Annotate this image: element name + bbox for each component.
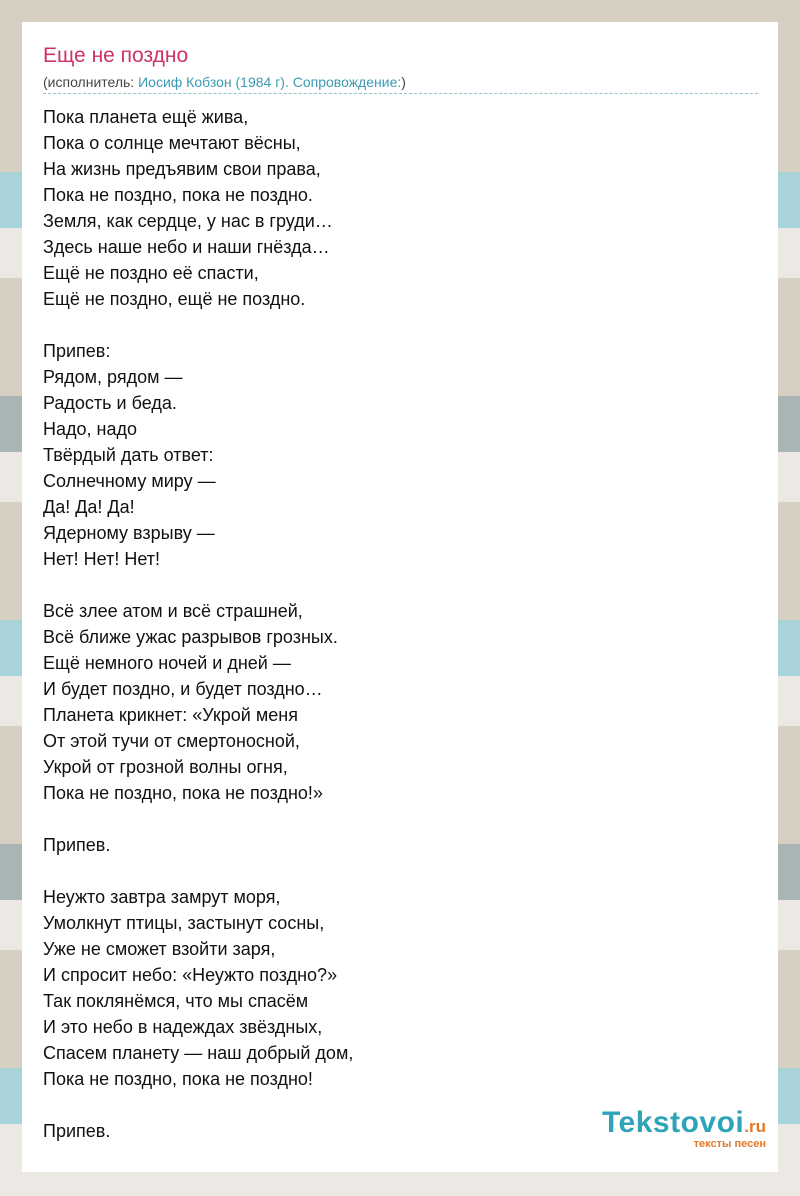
lyric-line: Пока о солнце мечтают вёсны, — [43, 133, 301, 153]
lyric-line: Ещё немного ночей и дней — — [43, 653, 291, 673]
lyric-line: Радость и беда. — [43, 393, 177, 413]
lyric-line: Всё злее атом и всё страшней, — [43, 601, 303, 621]
title-divider — [43, 93, 758, 94]
lyrics-text — [43, 104, 353, 1144]
song-credits — [43, 74, 406, 90]
lyric-line — [43, 806, 353, 832]
credits-suffix: ) — [401, 74, 406, 90]
logo-tagline: тексты песен — [693, 1138, 766, 1150]
lyric-line: Да! Да! Да! — [43, 497, 135, 517]
lyric-line — [43, 858, 353, 884]
logo-name: Tekstovoi — [601, 1106, 745, 1139]
lyric-line: Пока планета ещё жива, — [43, 107, 249, 127]
lyric-line: Нет! Нет! Нет! — [43, 549, 160, 569]
credits-prefix: (исполнитель: — [43, 74, 139, 90]
lyric-line: Припев. — [43, 835, 111, 855]
lyric-line: И будет поздно, и будет поздно… — [43, 679, 323, 699]
lyric-line: Ядерному взрыву — — [43, 523, 215, 543]
lyric-line — [43, 572, 353, 598]
lyric-line — [43, 312, 353, 338]
lyric-line: Рядом, рядом — — [43, 367, 183, 387]
logo-tld: .ru — [744, 1117, 766, 1136]
lyric-line: Ещё не поздно её спасти, — [43, 263, 259, 283]
lyric-line: Припев: — [43, 341, 111, 361]
lyric-line: Надо, надо — [43, 419, 137, 439]
song-title: Еще не поздно — [43, 44, 189, 67]
lyric-line: От этой тучи от смертоносной, — [43, 731, 300, 751]
lyric-line: Так поклянёмся, что мы спасём — [43, 991, 309, 1011]
site-logo[interactable] — [601, 1106, 766, 1150]
lyric-line: Пока не поздно, пока не поздно! — [43, 1069, 313, 1089]
lyric-line: Солнечному миру — — [43, 471, 216, 491]
lyric-line: Твёрдый дать ответ: — [43, 445, 214, 465]
lyrics-card — [22, 22, 778, 1172]
lyric-line: Пока не поздно, пока не поздно. — [43, 185, 313, 205]
lyric-line: Укрой от грозной волны огня, — [43, 757, 288, 777]
lyric-line: Планета крикнет: «Укрой меня — [43, 705, 298, 725]
lyric-line: И это небо в надеждах звёздных, — [43, 1017, 323, 1037]
lyric-line: Земля, как сердце, у нас в груди… — [43, 211, 333, 231]
lyric-line: Пока не поздно, пока не поздно!» — [43, 783, 323, 803]
lyric-line: Умолкнут птицы, застынут сосны, — [43, 913, 325, 933]
lyric-line: На жизнь предъявим свои права, — [43, 159, 321, 179]
lyric-line — [43, 1092, 353, 1118]
lyric-line: Ещё не поздно, ещё не поздно. — [43, 289, 306, 309]
lyric-line: Уже не сможет взойти заря, — [43, 939, 276, 959]
lyric-line: Спасем планету — наш добрый дом, — [43, 1043, 354, 1063]
lyric-line: Здесь наше небо и наши гнёзда… — [43, 237, 330, 257]
performer-link[interactable]: Иосиф Кобзон (1984 г). Сопровождение: — [138, 74, 402, 90]
lyric-line: И спросит небо: «Неужто поздно?» — [43, 965, 338, 985]
lyric-line: Неужто завтра замрут моря, — [43, 887, 281, 907]
lyric-line: Всё ближе ужас разрывов грозных. — [43, 627, 338, 647]
lyric-line: Припев. — [43, 1121, 111, 1141]
